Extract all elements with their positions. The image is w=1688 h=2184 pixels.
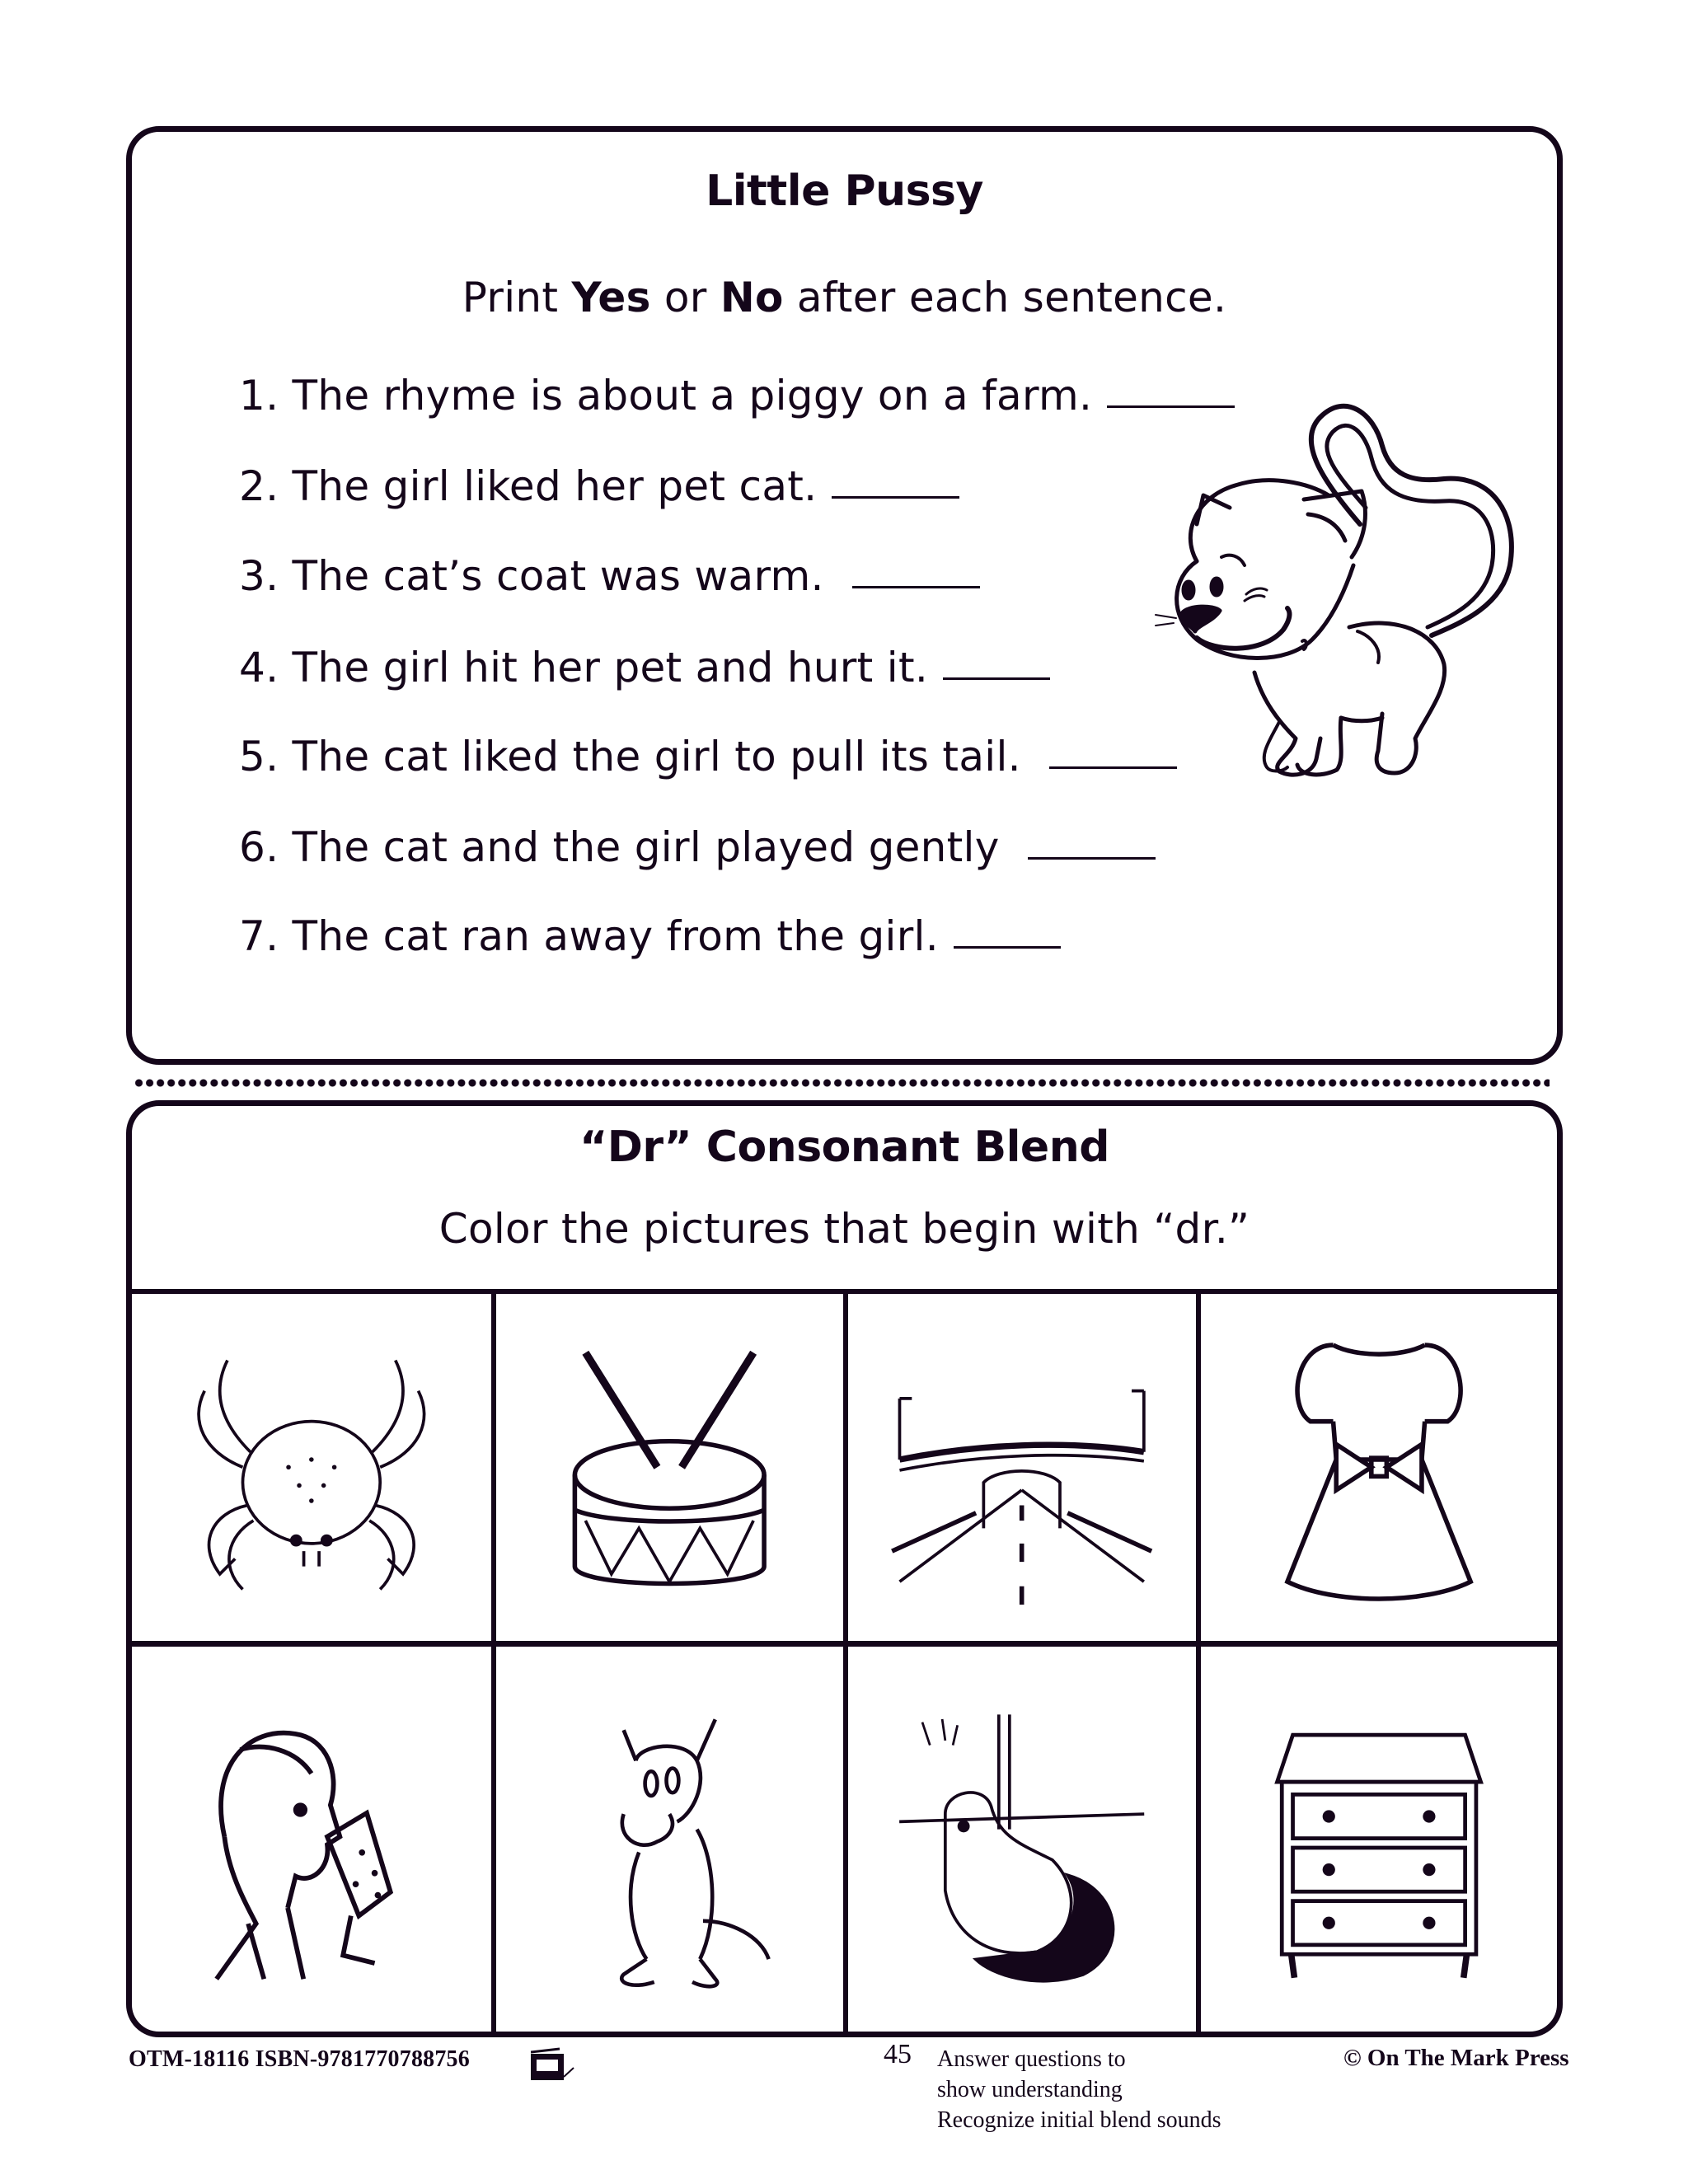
copyright: © On The Mark Press <box>1343 2045 1569 2071</box>
objective-line: show understanding <box>937 2077 1123 2102</box>
little-pussy-section <box>126 126 1563 1065</box>
section-title: “Dr” Consonant Blend <box>579 1122 1109 1172</box>
answer-blank[interactable] <box>1028 857 1156 860</box>
question-4 <box>239 643 1050 692</box>
question-3 <box>239 551 980 601</box>
question-text: The cat and the girl played gently <box>292 823 1013 871</box>
drum-icon <box>517 1315 822 1619</box>
learning-objectives <box>937 2044 1221 2135</box>
question-number: 1. <box>239 372 279 419</box>
picture-cell-boy-drinking[interactable] <box>132 1647 491 2037</box>
instruction-text: or <box>650 274 720 321</box>
picture-cell-dress[interactable] <box>1201 1294 1557 1641</box>
question-7 <box>239 912 1061 961</box>
question-text: The girl liked her pet cat. <box>292 462 818 510</box>
picture-grid <box>132 1289 1557 2037</box>
dresser-icon <box>1222 1671 1536 2018</box>
answer-blank[interactable] <box>832 496 959 499</box>
section-instruction: Color the pictures that begin with “dr.” <box>438 1205 1250 1253</box>
cat-illustration <box>1147 392 1531 788</box>
instruction-yes: Yes <box>571 274 651 321</box>
answer-blank[interactable] <box>943 677 1050 680</box>
question-number: 3. <box>239 552 279 600</box>
question-number: 4. <box>239 644 279 691</box>
dragon-icon <box>517 1671 822 2018</box>
grid-divider <box>132 1641 1557 1647</box>
question-text: The girl hit her pet and hurt it. <box>292 644 929 691</box>
instruction-no: No <box>720 274 784 321</box>
boy-drinking-icon <box>153 1671 470 2018</box>
dress-icon <box>1222 1315 1536 1619</box>
dr-blend-section <box>126 1100 1563 2037</box>
question-text: The rhyme is about a piggy on a farm. <box>292 372 1093 419</box>
answer-blank[interactable] <box>852 586 980 588</box>
groundhog-icon <box>869 1671 1175 2018</box>
picture-cell-drum[interactable] <box>496 1294 843 1641</box>
picture-cell-dresser[interactable] <box>1201 1647 1557 2037</box>
dotted-cut-line <box>134 1079 1550 1087</box>
objective-line: Answer questions to <box>937 2046 1126 2072</box>
instruction-text: Print <box>462 274 572 321</box>
question-number: 5. <box>239 733 279 780</box>
section-instruction <box>132 274 1557 321</box>
question-number: 2. <box>239 462 279 510</box>
picture-cell-dragon[interactable] <box>496 1647 843 2037</box>
photocopier-icon <box>531 2047 598 2080</box>
question-5 <box>239 732 1177 781</box>
picture-cell-crab[interactable] <box>132 1294 491 1641</box>
answer-blank[interactable] <box>954 946 1061 949</box>
question-number: 7. <box>239 912 279 960</box>
question-1 <box>239 371 1235 420</box>
question-2 <box>239 462 959 511</box>
question-text: The cat liked the girl to pull its tail. <box>292 733 1035 780</box>
picture-cell-groundhog[interactable] <box>848 1647 1196 2037</box>
page-number: 45 <box>884 2039 912 2069</box>
section-title: Little Pussy <box>706 166 983 216</box>
picture-cell-road[interactable] <box>848 1294 1196 1641</box>
road-icon <box>869 1315 1175 1619</box>
objective-line: Recognize initial blend sounds <box>937 2107 1221 2133</box>
crab-icon <box>153 1315 470 1619</box>
instruction-text: after each sentence. <box>783 274 1227 321</box>
question-6 <box>239 823 1156 872</box>
question-number: 6. <box>239 823 279 871</box>
question-text: The cat ran away from the girl. <box>292 912 939 960</box>
product-code: OTM-18116 ISBN-9781770788756 <box>129 2046 470 2072</box>
question-text: The cat’s coat was warm. <box>292 552 837 600</box>
